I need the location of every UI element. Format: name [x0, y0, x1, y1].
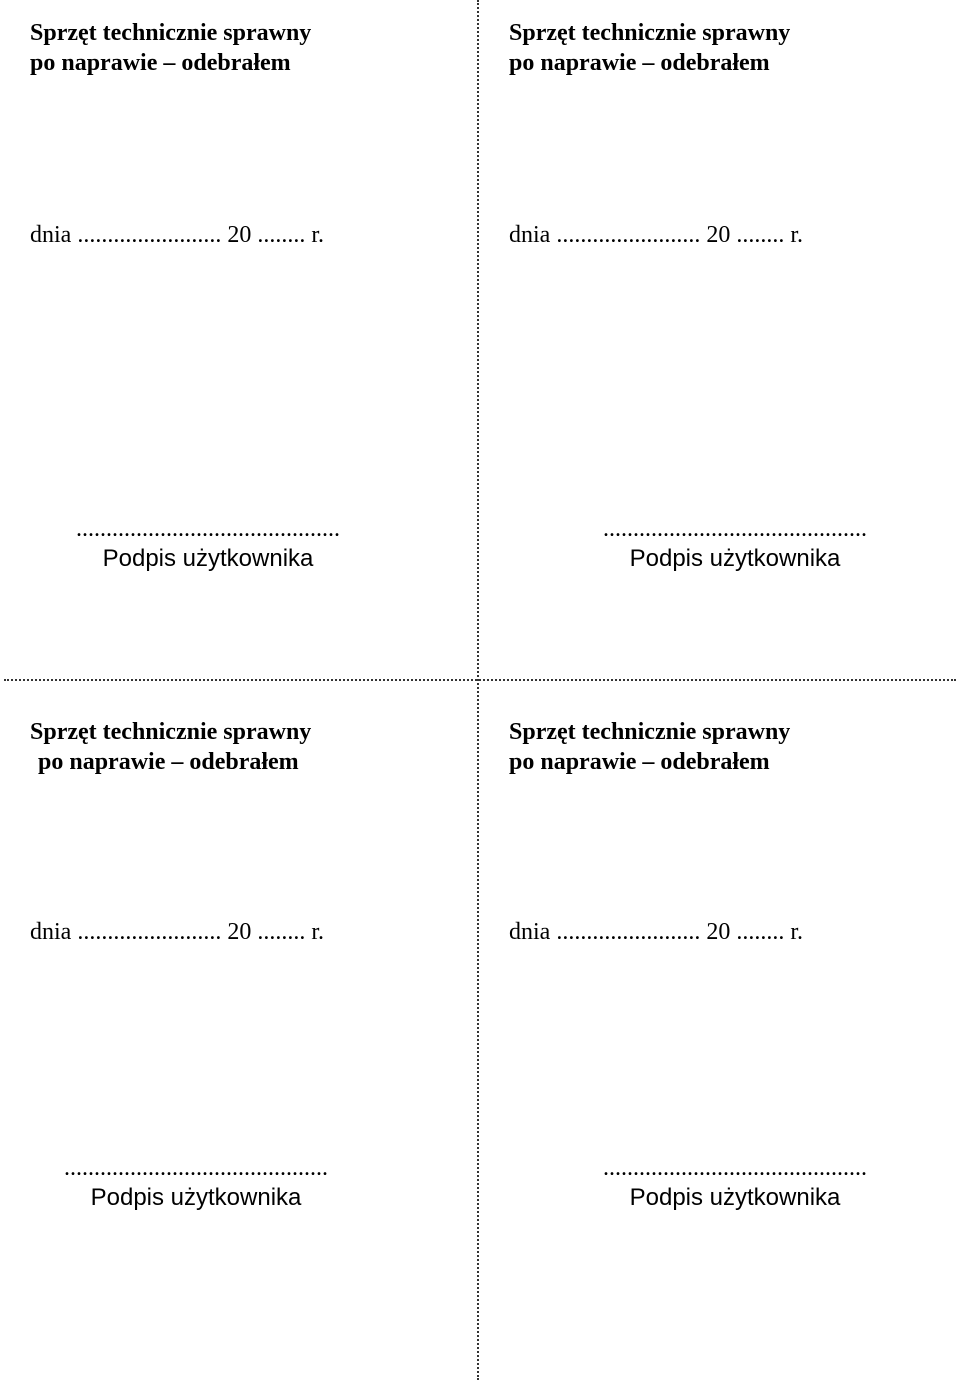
card-title [509, 717, 790, 777]
receipt-card-top-right [509, 18, 949, 658]
card-title-line-2: po naprawie – odebrałem [30, 50, 291, 76]
card-title [30, 18, 311, 78]
card-title-line-1: Sprzęt technicznie sprawny [30, 719, 312, 745]
card-title-line-2: po naprawie – odebrałem [38, 749, 299, 775]
signature-label: Podpis użytkownika [90, 1184, 302, 1211]
date-line: dnia ........................ 20 ........ r. [30, 919, 324, 945]
card-title [509, 18, 790, 78]
receipt-card-top-left [30, 18, 470, 658]
card-title-line-1: Sprzęt technicznie sprawny [509, 20, 791, 46]
card-title-line-1: Sprzęt technicznie sprawny [509, 719, 791, 745]
signature-dots: ............................................ [603, 1155, 867, 1181]
signature-block [603, 514, 867, 574]
signature-block [76, 514, 340, 574]
signature-label: Podpis użytkownika [629, 1184, 841, 1211]
signature-block [603, 1153, 867, 1213]
horizontal-cut-line [4, 679, 956, 681]
vertical-cut-line [477, 0, 479, 1380]
signature-dots: ............................................ [64, 1155, 328, 1181]
card-title-line-1: Sprzęt technicznie sprawny [30, 20, 312, 46]
receipt-card-bottom-right [509, 717, 949, 1357]
signature-block [64, 1153, 328, 1213]
signature-label: Podpis użytkownika [102, 545, 314, 572]
signature-dots: ............................................ [76, 516, 340, 542]
date-line: dnia ........................ 20 ........ r. [30, 222, 324, 248]
date-line: dnia ........................ 20 ........ r. [509, 222, 803, 248]
card-title-line-2: po naprawie – odebrałem [509, 50, 770, 76]
receipt-card-bottom-left [30, 717, 470, 1357]
card-title [30, 717, 311, 777]
date-line: dnia ........................ 20 ........ r. [509, 919, 803, 945]
card-title-line-2: po naprawie – odebrałem [509, 749, 770, 775]
signature-label: Podpis użytkownika [629, 545, 841, 572]
signature-dots: ............................................ [603, 516, 867, 542]
